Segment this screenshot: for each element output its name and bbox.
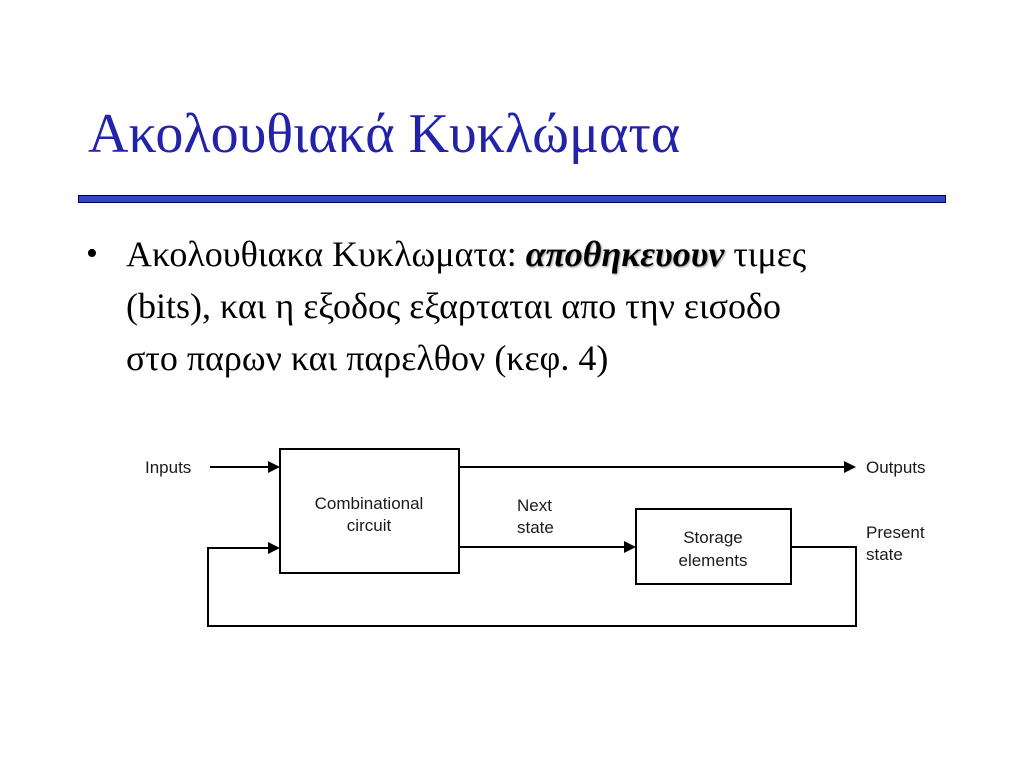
present-state-label-line-1: Present bbox=[866, 523, 925, 542]
inputs-arrow-head bbox=[268, 461, 280, 473]
bullet-emphasis-word: αποθηκευουν bbox=[525, 234, 725, 274]
slide-title: Ακολουθιακά Κυκλώματα bbox=[88, 103, 681, 165]
next-state-label-line-1: Next bbox=[517, 496, 552, 515]
inputs-label: Inputs bbox=[145, 458, 192, 477]
bullet-line-3: στο παρων και παρελθον (κεφ. 4) bbox=[126, 338, 609, 378]
next-state-arrow-head bbox=[624, 541, 636, 553]
bullet-marker: • bbox=[86, 235, 98, 272]
outputs-arrow-head bbox=[844, 461, 856, 473]
bullet-line-1-suffix: τιμες bbox=[724, 234, 807, 274]
bullet-line-2: (bits), και η εξοδος εξαρταται απο την εισοδο bbox=[126, 286, 782, 326]
present-state-label-line-2: state bbox=[866, 545, 903, 564]
outputs-label: Outputs bbox=[866, 458, 926, 477]
storage-elements-label-line-1: Storage bbox=[683, 528, 743, 547]
bullet-line-1-prefix: Ακολουθιακα Κυκλωματα: bbox=[126, 234, 526, 274]
feedback-loop-line bbox=[208, 547, 856, 626]
combinational-circuit-label-line-1: Combinational bbox=[314, 494, 424, 513]
combinational-circuit-label-line-2: circuit bbox=[346, 516, 392, 535]
next-state-label-line-2: state bbox=[517, 518, 554, 537]
feedback-arrow-head bbox=[268, 542, 280, 554]
storage-elements-label-line-2: elements bbox=[678, 551, 748, 570]
